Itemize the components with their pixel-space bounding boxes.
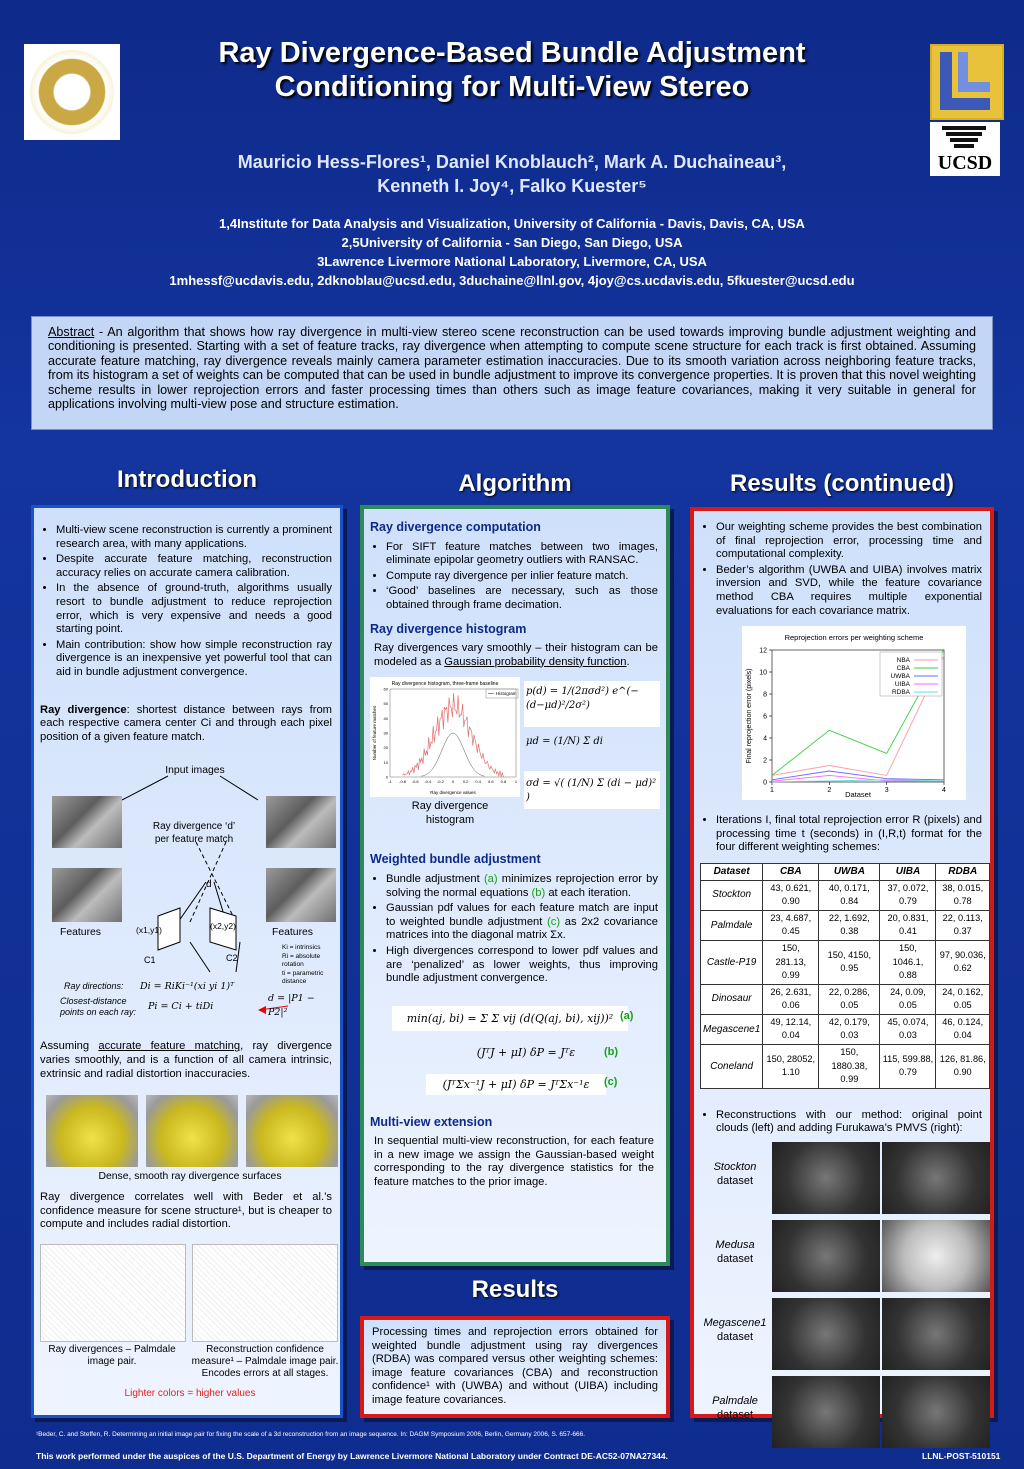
histogram-legend-label: Histogram: [496, 691, 517, 697]
reprojection-error-chart: [742, 626, 966, 800]
intro-bullet: • Main contribution: show how simple reconstruction ray divergence is an inexpensive yet powerful tool that can aid in bundle adjustment convergence.: [56, 639, 332, 680]
table-row: [701, 984, 990, 1014]
stockton-point-cloud: [772, 1142, 880, 1214]
dataset-label-megascene1: Megascene1 dataset: [703, 1317, 767, 1344]
medusa-point-cloud: [772, 1220, 880, 1292]
reference-footnote: ¹Beder, C. and Steffen, R. Determining an initial image pair for fixing the scale of a 3d reconstruction from an image sequence. In: DAGM Symposium 2006, Berlin, Germany 2006, S. 657-666.: [36, 1431, 586, 1438]
confidence-row: [40, 1244, 339, 1404]
hist-x-tick-label: 0.8: [500, 779, 507, 785]
assumption-text: Assuming accurate feature matching, ray divergence varies smoothly, and is a function of all camera intrinsic, extrinsic and radial distortion inaccuracies.: [40, 1040, 332, 1080]
hist-x-tick-label: -0.2: [436, 779, 444, 785]
multi-view-heading: Multi-view extension: [370, 1114, 493, 1129]
lighter-colors-note: Lighter colors = higher values: [124, 1387, 256, 1399]
table-header-cell: Dataset: [701, 863, 763, 880]
table-row: [701, 1045, 990, 1089]
legend-label: CBA: [896, 665, 910, 673]
input-image-right: [266, 796, 336, 848]
table-cell: 42, 0.179, 0.03: [819, 1014, 880, 1044]
table-cell: Megascene1: [701, 1014, 763, 1044]
dataset-label-medusa: Medusa dataset: [715, 1239, 755, 1266]
hist-x-tick-label: 0.2: [462, 779, 469, 785]
weighted-ba-bullets: [370, 873, 658, 986]
point-2-label: (x2,y2): [210, 921, 236, 932]
introduction-heading: Introduction: [117, 466, 257, 493]
poster-title: Ray Divergence-Based Bundle Adjustment Conditioning for Multi-View Stereo: [218, 37, 806, 103]
equation-b: (JᵀJ + μI) δP = Jᵀε: [476, 1045, 576, 1059]
equation-c-tag: (c): [604, 1075, 618, 1088]
iterations-bullet: • Iterations I, final total reprojection error R (pixels) and processing time t (seconds) in (I,R,t) format for the four different weighting schemes:: [716, 814, 982, 855]
ray-directions-equation: Di = RiKi⁻¹(xi yi 1)ᵀ: [140, 981, 235, 993]
table-header-cell: RDBA: [936, 863, 990, 880]
weighted-ba-bullet: • High divergences correspond to lower pdf values and are ‘penalized’ as lower weights, thus improving bundle adjustment convergence.: [386, 945, 658, 986]
divergence-equation: d = |P1 − P2|²: [268, 993, 315, 1018]
uc-davis-seal-logo: [24, 44, 120, 140]
results-table-header: [701, 863, 990, 880]
palmdale-pmvs: [882, 1376, 990, 1448]
results-table: [700, 863, 990, 1089]
x-tick-label: 4: [942, 787, 946, 795]
table-cell: 49, 12.14, 0.04: [763, 1014, 819, 1044]
histogram-heading: Ray divergence histogram: [370, 621, 527, 636]
closest-points-equation: Pi = Ci + tiDi: [148, 1001, 214, 1013]
results-bullet: • Beder’s algorithm (UWBA and UIBA) involves matrix inversion and SVD, while the feature covariance method CBA requires multiple exponential evaluations for each covariance matrix.: [716, 564, 982, 618]
table-cell: Coneland: [701, 1045, 763, 1089]
funding-statement: This work performed under the auspices of the U.S. Department of Energy by Lawrence Livermore National Laboratory under Contract DE-AC52-07NA27344.: [36, 1451, 668, 1461]
x-tick-label: 3: [884, 787, 889, 795]
histogram-series: [403, 694, 504, 778]
x-tick-label: 1: [770, 787, 774, 795]
ucsd-logo: [930, 122, 1000, 176]
megascene1-pmvs: [882, 1298, 990, 1370]
table-cell: Castle-P19: [701, 940, 763, 984]
hist-y-tick-label: 60: [383, 686, 388, 692]
results-heading: Results: [471, 1276, 559, 1303]
poster-id: LLNL-POST-510151: [922, 1451, 1001, 1461]
computation-bullets: [370, 541, 658, 613]
surfaces-caption: Dense, smooth ray divergence surfaces: [98, 1171, 282, 1183]
table-row: [701, 880, 990, 910]
diagram-legend: Ki = intrinsics Ri = absolute rotation ti = parametric distance: [282, 944, 324, 986]
table-cell: 46, 0.124, 0.04: [936, 1014, 990, 1044]
histogram-chart: [370, 677, 520, 797]
equation-b-tag: (b): [604, 1045, 619, 1058]
table-cell: 45, 0.074, 0.03: [880, 1014, 936, 1044]
table-cell: Dinosaur: [701, 984, 763, 1014]
table-cell: 115, 599.88, 0.79: [880, 1045, 936, 1089]
table-cell: 150, 1046.1, 0.88: [880, 940, 936, 984]
features-image-right: [266, 868, 336, 922]
hist-y-tick-label: 20: [383, 745, 388, 751]
hist-x-tick-label: -0.6: [411, 779, 419, 785]
pdf-equation: p(d) = 1/(2πσd²) e^(−(d−μd)²/2σ²): [524, 681, 660, 727]
table-cell: 26, 2.631, 0.06: [763, 984, 819, 1014]
abstract-text: - An algorithm that shows how ray divergence in multi-view stereo scene reconstruction can be used towards improving bundle adjustment weighting and conditioning is presented. Starting with a set of feature tracks, ray divergence when attempting to compute scene structure for each track is first obtained. Assuming accurate feature matching, ray divergence reveals mainly camera parameter estimation inaccuracies. Due to its smooth variation across neighboring feature tracks, from its histogram a set of weights can be computed that can be used in bundle adjustment to improve its convergence properties. It is proven that this novel weighting scheme results in lower reprojection errors and faster processing times than others such as image feature covariances, making it very suitable in general for applications involving multi-view pose and structure estimation.: [48, 325, 976, 412]
hist-y-tick-label: 40: [383, 716, 388, 722]
weighted-ba-bullet: • Gaussian pdf values for each feature match are input to weighted bundle adjustment (c) as 2x2 covariance matrices into the diagonal matrix Σx.: [386, 902, 658, 943]
legend-label: RDBA: [891, 689, 910, 697]
equation-c: (JᵀΣx⁻¹J + μI) δP = JᵀΣx⁻¹ε: [426, 1074, 606, 1096]
sigma-equation: σd = √( (1/N) Σ (di − μd)² ): [524, 771, 660, 809]
hist-x-tick-label: 0.6: [488, 779, 494, 785]
y-tick-label: 10: [759, 669, 767, 677]
legend-label: UWBA: [890, 673, 910, 681]
table-cell: 20, 0.831, 0.41: [880, 910, 936, 940]
ray-divergence-image: [40, 1244, 186, 1342]
ray-directions-label: Ray directions:: [64, 981, 124, 992]
table-cell: 150, 281.13, 0.99: [763, 940, 819, 984]
camera-c2-label: C2: [226, 953, 238, 964]
results-bullet: • Our weighting scheme provides the best combination of final reprojection error, processing time and computational complexity.: [716, 521, 982, 562]
features-label-right: Features: [272, 927, 314, 939]
chart-title: Reprojection errors per weighting scheme: [784, 633, 924, 643]
reconstructions-grid: [700, 1142, 982, 1462]
hist-x-tick-label: 0: [451, 779, 455, 785]
ray-divergence-label: Ray divergence ‘d’ per feature match: [152, 821, 236, 846]
table-row: [701, 1014, 990, 1044]
table-cell: 22, 0.113, 0.37: [936, 910, 990, 940]
table-cell: 126, 81.86, 0.90: [936, 1045, 990, 1089]
table-cell: 43, 0.621, 0.90: [763, 880, 819, 910]
equation-a: min(aj, bi) = Σ Σ vij (d(Q(aj, bi), xij))²: [392, 1006, 628, 1032]
mean-equation: μd = (1/N) Σ di: [526, 736, 603, 748]
hist-y-tick-label: 50: [383, 701, 388, 707]
surfaces-row: [40, 1095, 332, 1191]
ray-divergence-definition: Ray divergence: shortest distance between rays from each respective camera center Ci and through each pixel position of a given feature match.: [40, 703, 332, 743]
table-cell: Palmdale: [701, 910, 763, 940]
ba-equations: [370, 1002, 658, 1112]
results-text: Processing times and reprojection errors obtained for weighted bundle adjustment using ray divergences (RDBA) was compared versus other weighting schemes: image feature covariances (CBA) and reconstruction confidence¹ with (UWBA) and without (UIBA) including image feature covariances.: [372, 1326, 658, 1406]
seal-icon: [30, 50, 114, 134]
computation-bullet: • ‘Good’ baselines are necessary, such as those obtained through frame decimation.: [386, 585, 658, 612]
algorithm-heading: Algorithm: [458, 470, 572, 497]
intro-bullets: [40, 524, 332, 680]
hist-x-tick-label: 1: [514, 779, 518, 785]
weighted-ba-heading: Weighted bundle adjustment: [370, 852, 541, 867]
camera-c1-label: C1: [144, 955, 156, 966]
beder-text: Ray divergence correlates well with Beder et al.’s confidence measure for scene structure¹, but is cheaper to compute and includes radial distortion.: [40, 1191, 332, 1231]
d-label: d: [206, 879, 212, 891]
features-image-left: [52, 868, 122, 922]
input-images-label: Input images: [165, 765, 225, 777]
megascene1-point-cloud: [772, 1298, 880, 1370]
confidence-image: [192, 1244, 338, 1342]
table-cell: 23, 4.687, 0.45: [763, 910, 819, 940]
weighted-ba-bullet: • Bundle adjustment (a) minimizes reprojection error by solving the normal equations (b) at each iteration.: [386, 873, 658, 900]
results-bullets: [700, 521, 982, 618]
multi-view-text: In sequential multi-view reconstruction, for each feature in a new image we assign the Gaussian-based weight corresponding to the ray divergence statistics for the feature matches to the prior image.: [374, 1135, 654, 1189]
hist-x-tick-label: 0.4: [475, 779, 481, 785]
abstract-box: [31, 316, 993, 430]
input-image-left: [52, 796, 122, 848]
hist-x-tick-label: -0.8: [399, 779, 407, 785]
surface-image-2: [146, 1095, 238, 1167]
gaussian-equations: [524, 681, 660, 809]
table-cell: 22, 1.692, 0.38: [819, 910, 880, 940]
hist-x-tick-label: -1: [388, 779, 392, 785]
x-tick-label: 2: [827, 787, 832, 795]
results-panel: [360, 1316, 670, 1418]
legend-label: NBA: [896, 657, 910, 665]
y-tick-label: 8: [763, 691, 767, 699]
stockton-pmvs: [882, 1142, 990, 1214]
confidence-caption: Reconstruction confidence measure¹ – Palmdale image pair. Encodes errors at all stages.: [191, 1343, 339, 1379]
table-cell: 24, 0.09, 0.05: [880, 984, 936, 1014]
histogram-y-label: Number of feature matches: [372, 706, 377, 761]
features-label-left: Features: [60, 927, 102, 939]
legend-label: UIBA: [894, 681, 910, 689]
table-cell: 24, 0.162, 0.05: [936, 984, 990, 1014]
results-table-body: [701, 880, 990, 1088]
chart-x-label: Dataset: [845, 790, 871, 800]
llnl-logo-icon: [932, 46, 1002, 118]
ray-divergence-diagram: [40, 748, 332, 1040]
affiliations: 1,4Institute for Data Analysis and Visualization, University of California - Davis, Davis, CA, USA 2,5University of California - San Diego, San Diego, USA 3Lawrence Livermore National Laboratory, Livermore, CA, USA 1mhessf@ucdavis.edu, 2dknoblau@ucsd.edu, 3duchaine@llnl.gov, 4joy@cs.ucdavis.edu, 5fkuester@ucsd.edu: [169, 216, 855, 288]
hist-y-tick-label: 0: [385, 774, 388, 780]
table-cell: 97, 90.036, 0.62: [936, 940, 990, 984]
table-cell: 22, 0.286, 0.05: [819, 984, 880, 1014]
histogram-title: Ray divergence histogram, three-frame baseline: [391, 681, 499, 688]
table-row: [701, 940, 990, 984]
ucsd-logo-text: UCSD: [937, 152, 993, 174]
computation-bullet: • Compute ray divergence per inlier feature match.: [386, 570, 658, 584]
palmdale-point-cloud: [772, 1376, 880, 1448]
intro-bullet: • In the absence of ground-truth, algorithms usually resort to bundle adjustment to reduce reprojection error, which is very expensive and needs a good starting point.: [56, 582, 332, 636]
surface-image-3: [246, 1095, 338, 1167]
results-continued-heading: Results (continued): [729, 470, 954, 497]
surface-image-1: [46, 1095, 138, 1167]
ray-divergence-caption: Ray divergences – Palmdale image pair.: [48, 1343, 176, 1367]
y-tick-label: 12: [759, 647, 767, 655]
table-row: [701, 910, 990, 940]
iterations-bullet-list: [700, 814, 982, 855]
medusa-pmvs: [882, 1220, 990, 1292]
llnl-logo: [930, 44, 1004, 120]
intro-bullet: • Multi-view scene reconstruction is currently a prominent research area, with many applications.: [56, 524, 332, 551]
hist-y-tick-label: 10: [383, 760, 388, 766]
table-cell: 150, 28052, 1.10: [763, 1045, 819, 1089]
reconstructions-bullet-list: [700, 1109, 982, 1136]
introduction-panel: [31, 505, 343, 1418]
histogram-bars: [403, 694, 504, 778]
intro-bullet: • Despite accurate feature matching, reconstruction accuracy relies on accurate camera calibration.: [56, 553, 332, 580]
table-cell: 37, 0.072, 0.79: [880, 880, 936, 910]
y-tick-label: 6: [763, 713, 767, 721]
results-continued-panel: [690, 507, 994, 1422]
y-tick-label: 2: [763, 757, 767, 765]
y-tick-label: 4: [763, 735, 767, 743]
table-cell: 150, 4150, 0.95: [819, 940, 880, 984]
y-tick-label: 0: [763, 779, 767, 787]
table-header-cell: CBA: [763, 863, 819, 880]
table-cell: 150, 1880.38, 0.99: [819, 1045, 880, 1089]
histogram-ticks: [384, 687, 518, 785]
equation-a-tag: (a): [620, 1009, 634, 1022]
abstract-label: Abstract: [48, 325, 95, 339]
table-cell: 38, 0.015, 0.78: [936, 880, 990, 910]
table-header-cell: UWBA: [819, 863, 880, 880]
computation-bullet: • For SIFT feature matches between two images, eliminate epipolar geometry outliers with RANSAC.: [386, 541, 658, 568]
histogram-x-label: Ray divergence values: [430, 790, 476, 796]
chart-legend-box: [880, 652, 942, 696]
ray-divergence-computation-heading: Ray divergence computation: [370, 520, 541, 534]
authors: Mauricio Hess-Flores¹, Daniel Knoblauch², Mark A. Duchaineau³, Kenneth I. Joy⁴, Falko Kuester⁵: [237, 152, 787, 196]
series-line-rdba: [772, 780, 944, 782]
histogram-row: [370, 677, 658, 843]
chart-y-label: Final reprojection error (pixels): [746, 668, 753, 764]
point-1-label: (x1,y1): [136, 925, 162, 936]
table-cell: Stockton: [701, 880, 763, 910]
table-header-cell: UIBA: [880, 863, 936, 880]
dataset-label-stockton: Stockton dataset: [713, 1161, 757, 1188]
histogram-caption: Ray divergence histogram: [411, 800, 489, 827]
algorithm-panel: [360, 505, 670, 1266]
histogram-text: Ray divergences vary smoothly – their histogram can be modeled as a Gaussian probability density function.: [374, 642, 658, 668]
hist-x-tick-label: -0.4: [424, 779, 432, 785]
closest-points-label: Closest-distance points on each ray:: [60, 996, 137, 1018]
hist-y-tick-label: 30: [383, 730, 388, 736]
reconstructions-bullet: • Reconstructions with our method: original point clouds (left) and adding Furukawa’s PMVS (right):: [716, 1109, 982, 1136]
dataset-label-palmdale: Palmdale dataset: [712, 1395, 758, 1422]
table-cell: 40, 0.171, 0.84: [819, 880, 880, 910]
